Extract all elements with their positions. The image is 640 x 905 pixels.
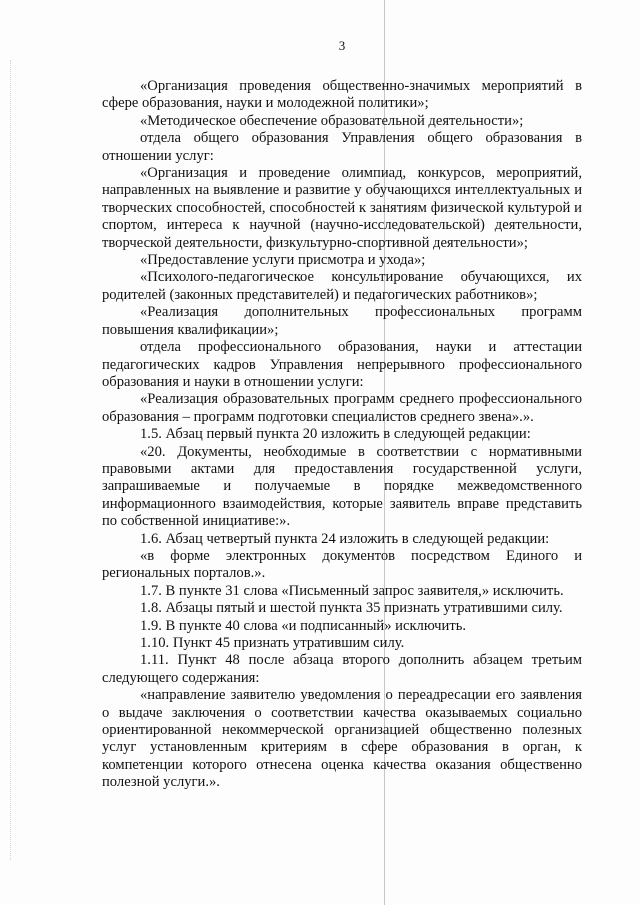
paragraph: «Реализация образовательных программ среднего профессионального образования – программ подготовки специалистов среднего звена».». — [102, 391, 582, 425]
paragraph: «в форме электронных документов посредством Единого и региональных порталов.». — [102, 547, 582, 582]
paragraph: «Реализация дополнительных профессиональных программ повышения квалификации»; — [102, 304, 582, 338]
document-body — [102, 78, 582, 792]
paragraph: 1.7. В пункте 31 слова «Письменный запрос заявителя,» исключить. — [140, 582, 564, 599]
paragraph: «Предоставление услуги присмотра и ухода»; — [140, 252, 426, 269]
paragraph: «20. Документы, необходимые в соответствии с нормативными правовыми актами для предоставления государственной услуги, запрашиваемые и получаемые в порядке межведомственного информационного взаимодействия, которые заявитель вправе представить по собственной инициативе:». — [102, 443, 582, 530]
paragraph: «Организация проведения общественно-значимых мероприятий в сфере образования, науки и молодежной политики»; — [102, 78, 582, 112]
paragraph: «Психолого-педагогическое консультирование обучающихся, их родителей (законных представителей) и педагогических работников»; — [102, 269, 582, 303]
paragraph: «направление заявителю уведомления о переадресации его заявления о выдаче заключения о соответствии качества оказываемых социально ориентированной некоммерческой организацией общественно полезных услуг установленным критериям в сфере образования в орган, к компетенции которого отнесена оценка качества оказания общественно полезной услуги.». — [102, 687, 582, 791]
page-number: 3 — [338, 38, 346, 53]
paragraph: 1.6. Абзац четвертый пункта 24 изложить в следующей редакции: — [140, 530, 550, 547]
paragraph: «Методическое обеспечение образовательной деятельности»; — [140, 112, 524, 129]
paragraph: «Организация и проведение олимпиад, конкурсов, мероприятий, направленных на выявление и развитие у обучающихся интеллектуальных и творческих способностей, способностей к занятиям физической культурой и спортом, интереса к научной (научно-исследовательской) деятельности, творческой деятельности, физкультурно-спортивной деятельности»; — [102, 165, 582, 251]
paragraph: 1.10. Пункт 45 признать утратившим силу. — [140, 635, 405, 651]
paragraph: отдела общего образования Управления общего образования в отношении услуг: — [102, 130, 582, 164]
paragraph: 1.8. Абзацы пятый и шестой пункта 35 признать утратившими силу. — [140, 600, 563, 617]
paragraph: 1.11. Пункт 48 после абзаца второго дополнить абзацем третьим следующего содержания: — [102, 652, 582, 686]
paragraph: отдела профессионального образования, науки и аттестации педагогических кадров Управления непрерывного профессионального образования и науки в отношении услуги: — [102, 339, 582, 390]
paragraph: 1.5. Абзац первый пункта 20 изложить в следующей редакции: — [140, 426, 531, 443]
paragraph: 1.9. В пункте 40 слова «и подписанный» исключить. — [140, 617, 467, 634]
scan-edge-artifact — [10, 60, 11, 860]
